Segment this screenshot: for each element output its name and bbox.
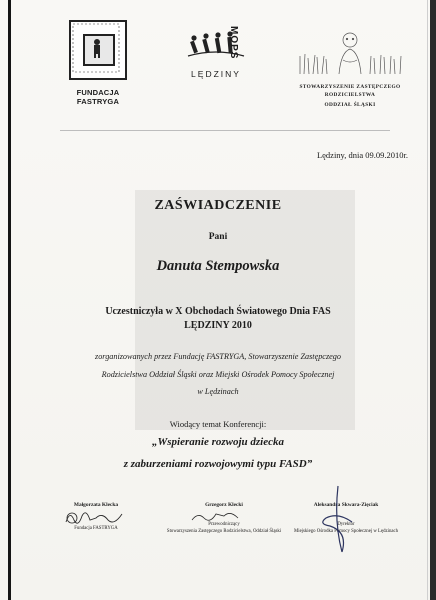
child-figure-icon — [90, 38, 104, 58]
family-drawing-icon — [295, 26, 405, 76]
mops-logo — [176, 26, 256, 79]
signature-block-1 — [36, 502, 156, 533]
fastryga-emblem-icon — [69, 20, 127, 80]
certificate-title: ZAŚWIADCZENIE — [154, 198, 282, 213]
organizers-line-1: zorganizowanych przez Fundację FASTRYGA, Stowarzyszenie Zastępczego — [95, 352, 341, 361]
theme-line-1: „Wspieranie rozwoju dziecka — [151, 436, 284, 448]
stowarzyszenie-caption-1: STOWARZYSZENIE ZASTĘPCZEGO RODZICIELSTWA — [299, 84, 401, 98]
issue-date: Lędziny, dnia 09.09.2010r. — [316, 150, 408, 160]
signatory-role-detail: Miejskiego Ośrodka Pomocy Społecznej w Lędzinach — [293, 528, 399, 534]
signatory-role: Przewodniczący — [208, 522, 240, 527]
mops-city: LĘDZINY — [191, 69, 241, 79]
handwritten-signature-icon — [186, 506, 246, 526]
signatory-role: Dyrektor — [337, 522, 355, 527]
signatory-role: Fundacja FASTRYGA — [74, 526, 118, 531]
fastryga-caption: FUNDACJA FASTRYGA — [76, 88, 120, 106]
theme-line-2: z zaburzeniami rozwojowymi typu FASD” — [123, 458, 313, 470]
handwritten-signature-icon — [308, 482, 378, 560]
right-edge-line — [427, 0, 428, 600]
stowarzyszenie-logo — [280, 26, 420, 109]
header-divider — [60, 130, 390, 131]
participation-line-1: Uczestniczyła w X Obchodach Światowego Dnia FAS — [105, 306, 331, 317]
recipient-name: Danuta Stempowska — [156, 258, 280, 274]
signature-block-3 — [286, 502, 406, 535]
organizers-line-3: w Lędzinach — [197, 387, 239, 396]
salutation: Pani — [208, 232, 228, 242]
signatory-role-detail: Stowarzyszenia Zastępczego Rodzicielstwa, Oddział Śląski — [166, 528, 282, 534]
signature-block-2 — [164, 502, 284, 535]
participation-line-2: LĘDZINY 2010 — [184, 320, 252, 331]
left-border — [8, 0, 11, 600]
theme-label: Wiodący temat Konferencji: — [169, 419, 267, 429]
signatory-name: Aleksandra Skwara-Zięciak — [313, 502, 379, 508]
handwritten-signature-icon — [62, 506, 132, 528]
stowarzyszenie-caption-2: ODDZIAŁ ŚLĄSKI — [324, 102, 376, 108]
mops-wordmark: MOPS — [228, 26, 239, 60]
organizers-line-2: Rodzicielstwa Oddział Śląski oraz Miejski Ośrodek Pomocy Społecznej — [101, 370, 335, 379]
fastryga-logo — [58, 20, 138, 106]
signatory-name: Grzegorz Klecki — [205, 502, 243, 508]
signatory-name: Małgorzata Klecka — [73, 502, 119, 508]
right-border — [430, 0, 436, 600]
